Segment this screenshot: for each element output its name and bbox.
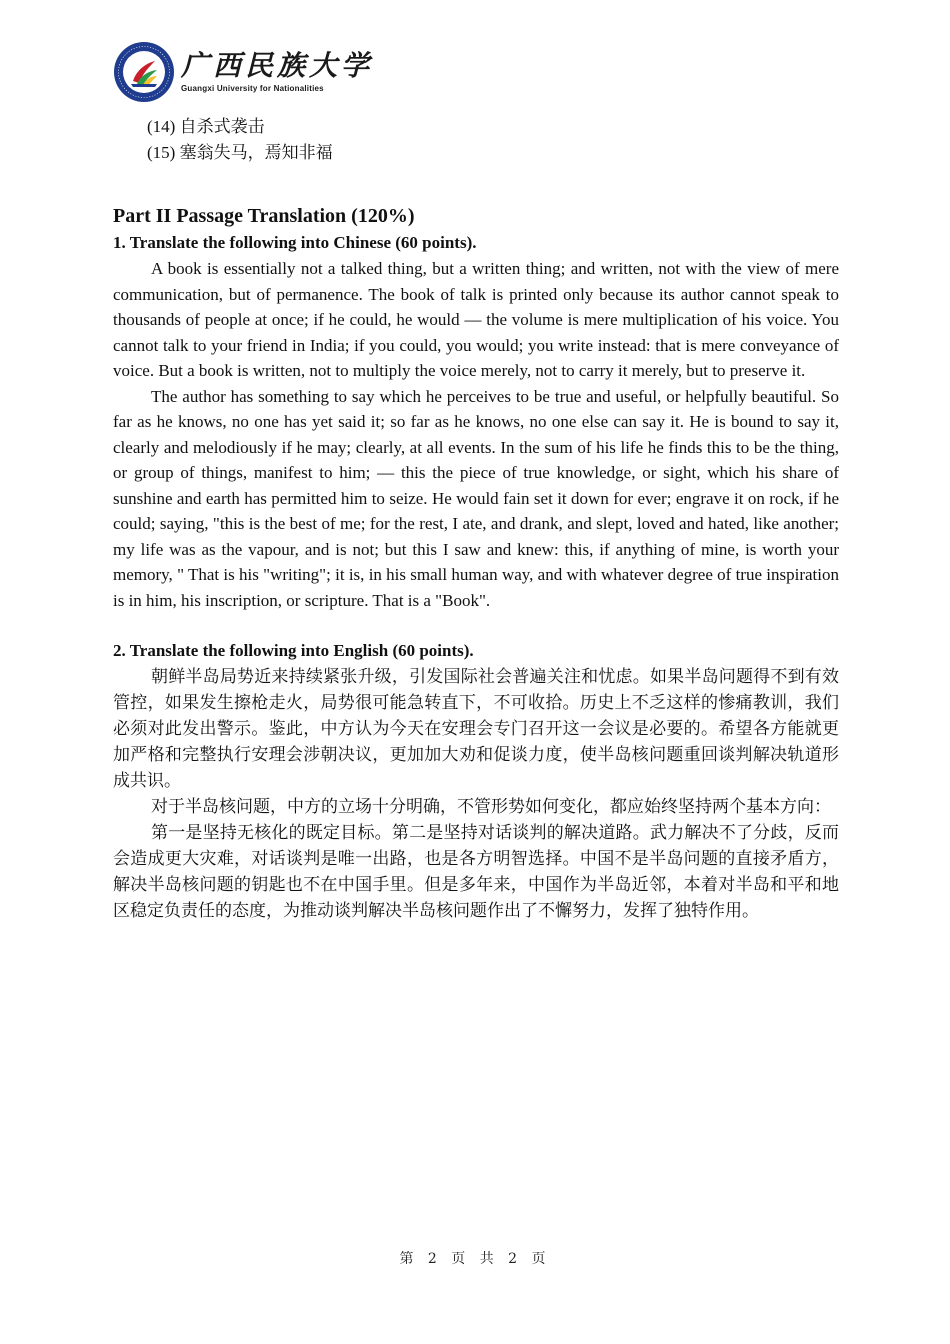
question-1-paragraph-2: The author has something to say which he perceives to be true and useful, or helpfully beautiful. So far as he knows, no one has yet said it; so far as he knows, no one else can say it. He is bound to say it, clearly and melodiously if he may; clearly, at all events. In the sum of his life he finds this to be the thing, or group of things, manifest to him; — this the piece of true knowledge, or sight, which his share of sunshine and earth has permitted him to seize. He would fain set it down for ever; engrave it on rock, if he could; saying, "this is the best of me; for the rest, I ate, and drank, and slept, loved and hated, like another; my life was as the vapour, and is not; but this I saw and knew: this, if anything of mine, is worth your memory, " That is his "writing"; it is, in his small human way, and with whatever degree of true inspiration is in him, his inscription, or scripture. That is a "Book". xyxy=(113,386,839,610)
list-item-15: (15) 塞翁失马，焉知非福 xyxy=(147,143,333,162)
page-header xyxy=(113,40,373,104)
page-number: 第 2 页 共 2 页 xyxy=(399,1251,551,1267)
logo-text xyxy=(181,51,373,93)
spacer xyxy=(113,613,839,638)
question-1-paragraph-1: A book is essentially not a talked thing, but a written thing; and written, not with the view of mere communication, but of permanence. The book of talk is printed only because its author cannot speak to thousands of people at once; if he could, he would — the volume is mere multiplication of his voice. You cannot talk to your friend in India; if you could, you would; you write instead: that is mere conveyance of voice. But a book is written, not to multiply the voice merely, not to carry it merely, but to preserve it. xyxy=(113,259,839,380)
university-seal-icon xyxy=(113,41,175,103)
question-2-paragraph-3: 第一是坚持无核化的既定目标。第二是坚持对话谈判的解决道路。武力解决不了分歧，反而会造成更大灾难，对话谈判是唯一出路，也是各方明智选择。中国不是半岛问题的直接矛盾方，解决半岛核问题的钥匙也不在中国手里。但是多年来，中国作为半岛近邻，本着对半岛和平和地区稳定负责任的态度，为推动谈判解决半岛核问题作出了不懈努力，发挥了独特作用。 xyxy=(113,823,839,921)
list-item-14: (14) 自杀式袭击 xyxy=(147,117,265,136)
question-2-paragraph-2: 对于半岛核问题，中方的立场十分明确，不管形势如何变化，都应始终坚持两个基本方向： xyxy=(151,797,831,817)
part-title: Part II Passage Translation (120%) xyxy=(113,205,415,227)
logo-chinese-name: 广西民族大学 xyxy=(181,49,374,82)
question-1-title: 1. Translate the following into Chinese (60 points). xyxy=(113,233,477,252)
logo-english-name: Guangxi University for Nationalities xyxy=(181,84,324,93)
question-2-title: 2. Translate the following into English (60 points). xyxy=(113,641,474,660)
question-2-paragraph-1: 朝鲜半岛局势近来持续紧张升级，引发国际社会普遍关注和忧虑。如果半岛问题得不到有效管控，如果发生擦枪走火，局势很可能急转直下，不可收拾。历史上不乏这样的惨痛教训，我们必须对此发出警示。鉴此，中方认为今天在安理会专门召开这一会议是必要的。希望各方能就更加严格和完整执行安理会涉朝决议，更加加大劝和促谈力度，使半岛核问题重回谈判解决轨道形成共识。 xyxy=(113,667,839,791)
document-body xyxy=(113,114,839,924)
